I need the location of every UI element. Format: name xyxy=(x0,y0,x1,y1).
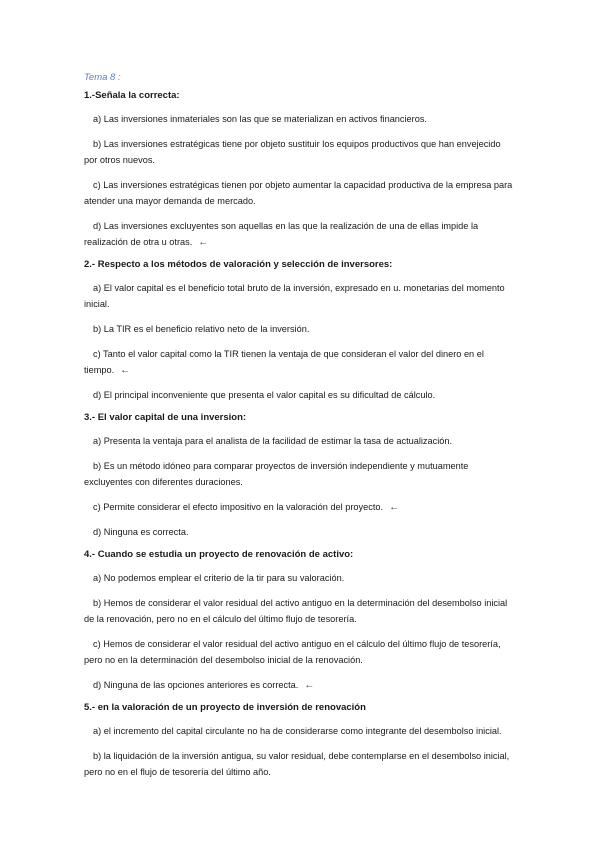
question-3 xyxy=(84,412,516,541)
option-d xyxy=(84,218,516,251)
option-a xyxy=(84,433,516,450)
option-text: c) Las inversiones estratégicas tienen por objeto aumentar la capacidad productiva de la empresa para atender una mayor demanda de mercado. xyxy=(84,180,513,206)
option-text: d) El principal inconveniente que presenta el valor capital es su dificultad de cálculo. xyxy=(93,390,436,400)
question-2 xyxy=(84,259,516,404)
option-a xyxy=(84,111,516,128)
topic-label: Tema 8 : xyxy=(84,72,121,83)
option-b xyxy=(84,321,516,338)
question-5 xyxy=(84,702,516,781)
option-text: b) La TIR es el beneficio relativo neto de la inversión. xyxy=(93,324,310,334)
option-text: a) el incremento del capital circulante no ha de considerarse como integrante del desembolso inicial. xyxy=(93,726,502,736)
option-a xyxy=(84,280,516,313)
option-text: b) Es un método idóneo para comparar proyectos de inversión independiente y mutuamente excluyentes con diferentes duraciones. xyxy=(84,461,469,487)
option-c xyxy=(84,177,516,210)
option-text: c) Tanto el valor capital como la TIR tienen la ventaja de que consideran el valor del dinero en el tiempo. xyxy=(84,349,484,375)
option-d xyxy=(84,524,516,541)
option-b xyxy=(84,136,516,169)
option-text: a) Las inversiones inmateriales son las que se materializan en activos financieros. xyxy=(93,114,427,124)
option-c xyxy=(84,636,516,669)
option-text: b) Hemos de considerar el valor residual del activo antiguo en la determinación del desembolso inicial de la renovación, pero no en el cálculo del último flujo de tesorería. xyxy=(84,598,508,624)
option-text: d) Ninguna es correcta. xyxy=(93,527,189,537)
answer-arrow-icon: ← xyxy=(120,365,131,376)
question-4 xyxy=(84,549,516,694)
option-text: c) Hemos de considerar el valor residual del activo antiguo en el cálculo del último flujo de tesorería, pero no en la determinación del desembolso inicial de la renovación. xyxy=(84,639,501,665)
question-title: 3.- El valor capital de una inversion: xyxy=(84,412,247,423)
question-title: 4.- Cuando se estudia un proyecto de renovación de activo: xyxy=(84,549,354,560)
option-a xyxy=(84,723,516,740)
option-d xyxy=(84,387,516,404)
option-d xyxy=(84,677,516,694)
question-title: 5.- en la valoración de un proyecto de inversión de renovación xyxy=(84,702,366,713)
question-1 xyxy=(84,90,516,251)
answer-arrow-icon: ← xyxy=(389,502,400,513)
option-a xyxy=(84,570,516,587)
option-c xyxy=(84,499,516,516)
option-c xyxy=(84,346,516,379)
option-text: b) la liquidación de la inversión antigua, su valor residual, debe contemplarse en el desembolso inicial, pero no en el flujo de tesorería del último año. xyxy=(84,751,510,777)
option-text: a) El valor capital es el beneficio total bruto de la inversión, expresado en u. monetarias del momento inicial. xyxy=(84,283,505,309)
option-text: b) Las inversiones estratégicas tiene por objeto sustituir los equipos productivos que han envejecido por otros nuevos. xyxy=(84,139,501,165)
option-b xyxy=(84,595,516,628)
option-text: c) Permite considerar el efecto impositivo en la valoración del proyecto. xyxy=(93,502,384,512)
option-text: a) No podemos emplear el criterio de la tir para su valoración. xyxy=(93,573,345,583)
option-text: d) Las inversiones excluyentes son aquellas en las que la realización de una de ellas impide la realización de otra u otras. xyxy=(84,221,479,247)
document-page xyxy=(84,72,516,789)
answer-arrow-icon: ← xyxy=(304,680,315,691)
option-text: d) Ninguna de las opciones anteriores es correcta. xyxy=(93,680,299,690)
option-b xyxy=(84,748,516,781)
option-text: a) Presenta la ventaja para el analista de la facilidad de estimar la tasa de actualización. xyxy=(93,436,453,446)
option-b xyxy=(84,458,516,491)
question-title: 2.- Respecto a los métodos de valoración y selección de inversores: xyxy=(84,259,393,270)
answer-arrow-icon: ← xyxy=(198,237,209,248)
question-title: 1.-Señala la correcta: xyxy=(84,90,180,101)
